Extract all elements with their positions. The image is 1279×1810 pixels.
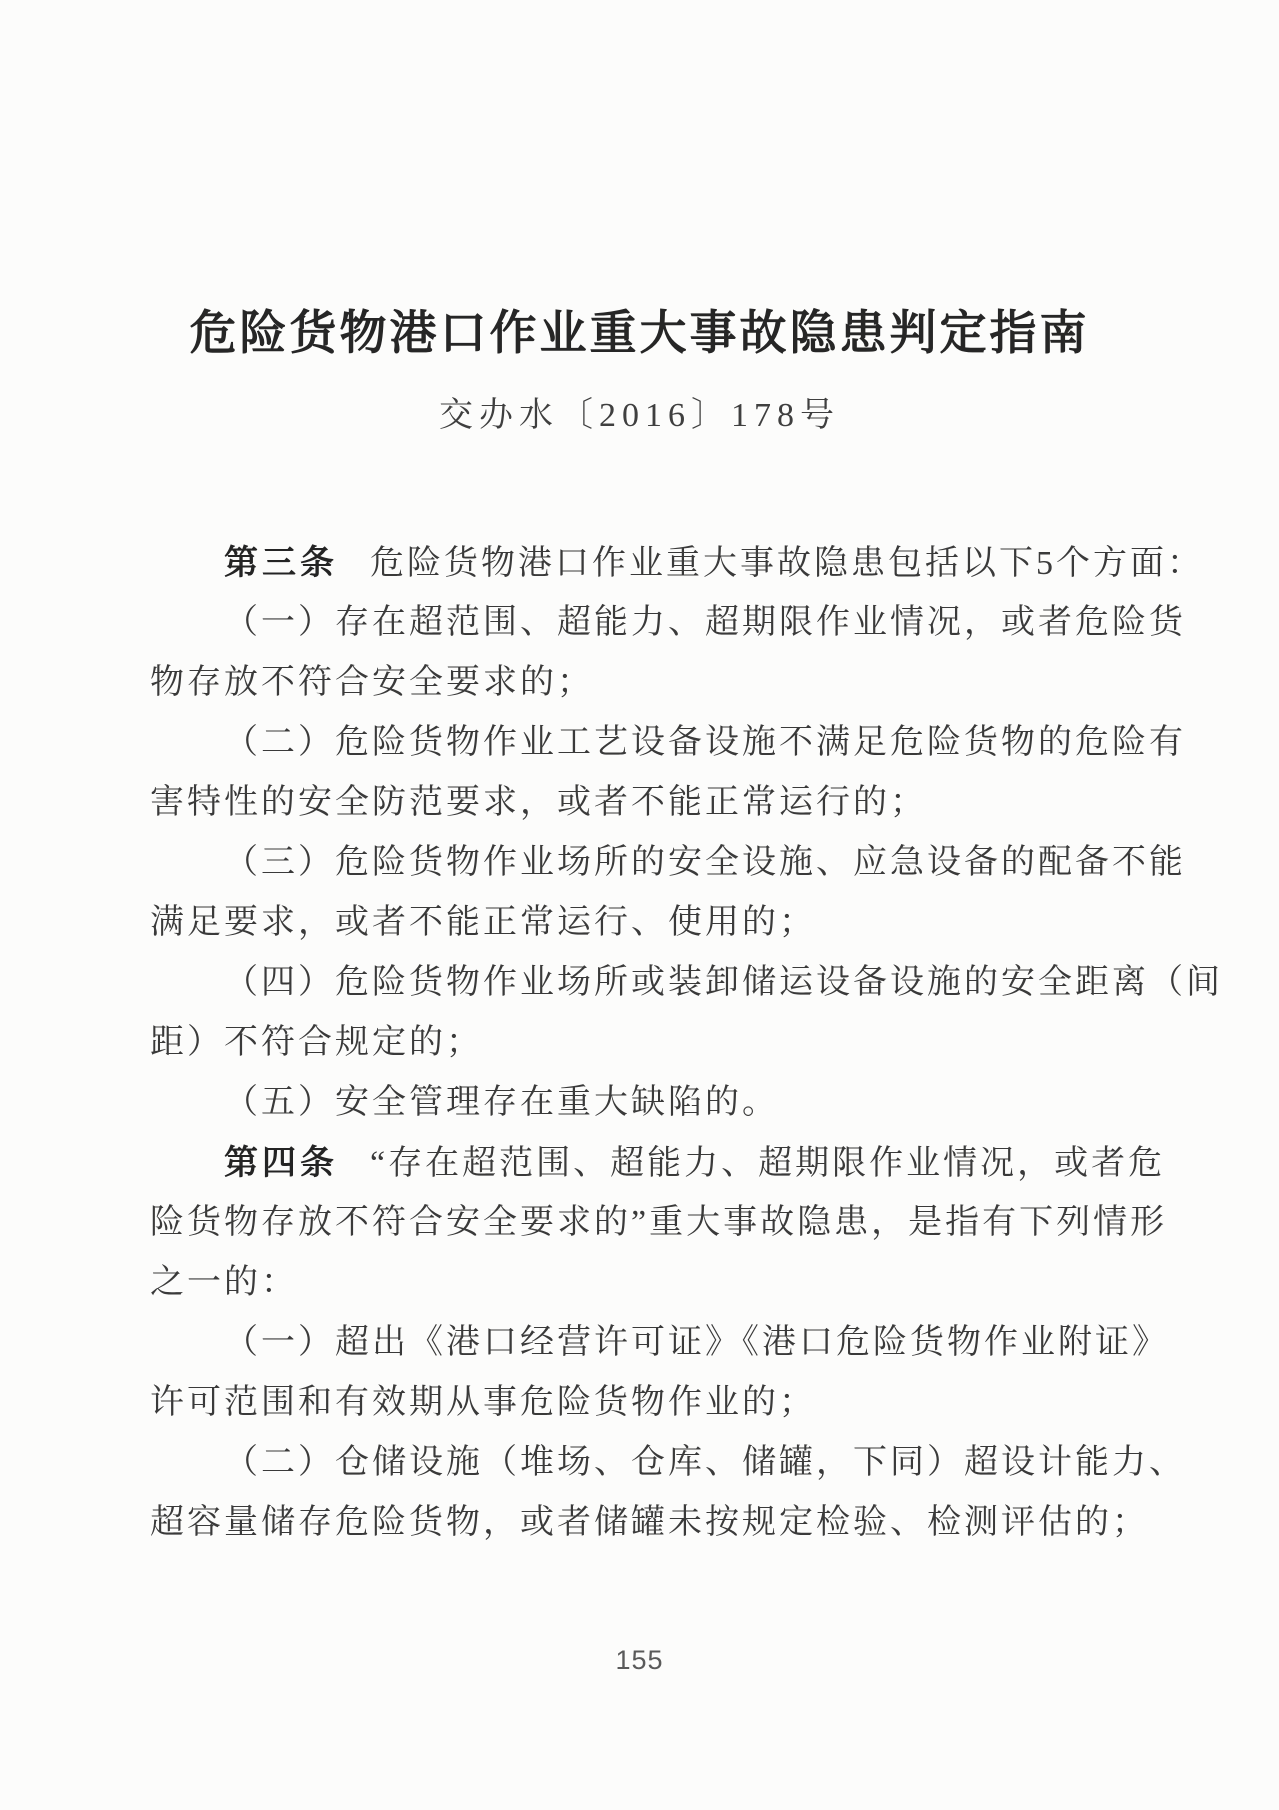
- line-text: （二）危险货物作业工艺设备设施不满足危险货物的危险有: [224, 724, 1186, 761]
- text-line: [150, 1493, 1169, 1553]
- text-line: [150, 893, 1169, 953]
- line-text: （一）存在超范围、超能力、超期限作业情况，或者危险货: [224, 604, 1186, 641]
- text-line: [150, 1433, 1186, 1493]
- line-text: 害特性的安全防范要求，或者不能正常运行的；: [150, 784, 927, 821]
- text-line: [150, 953, 1223, 1013]
- page-number: 155: [615, 1645, 664, 1675]
- text-line: [150, 1253, 1169, 1313]
- text-line: [150, 653, 1169, 713]
- line-text: 许可范围和有效期从事危险货物作业的；: [150, 1384, 816, 1421]
- document-title: 危险货物港口作业重大事故隐患判定指南: [189, 306, 1090, 359]
- text-line: [150, 773, 1169, 833]
- text-line: [150, 1193, 1169, 1253]
- line-text: （五）安全管理存在重大缺陷的。: [224, 1084, 779, 1121]
- document-body: [0, 533, 1279, 1553]
- article-lead: 第三条: [224, 544, 338, 582]
- text-line: [150, 593, 1186, 653]
- text-line: [150, 533, 1204, 593]
- line-text: 距）不符合规定的；: [150, 1024, 483, 1061]
- line-text: “存在超范围、超能力、超期限作业情况，或者危: [370, 1145, 1166, 1182]
- text-line: [150, 713, 1186, 773]
- document-number: 交办水〔2016〕178号: [439, 397, 840, 434]
- article-lead: 第四条: [224, 1144, 338, 1182]
- line-text: 物存放不符合安全要求的；: [150, 664, 594, 701]
- line-text: 满足要求，或者不能正常运行、使用的；: [150, 904, 816, 941]
- text-line: [150, 1373, 1169, 1433]
- line-text: 险货物存放不符合安全要求的”重大事故隐患，是指有下列情形: [150, 1204, 1168, 1241]
- text-line: [150, 1013, 1169, 1073]
- text-line: [150, 1313, 1169, 1373]
- text-line: [150, 1073, 1169, 1133]
- line-text: 之一的：: [150, 1264, 298, 1301]
- line-text: （一）超出《港口经营许可证》《港口危险货物作业附证》: [224, 1324, 1169, 1361]
- text-line: [150, 1133, 1169, 1193]
- line-text: 危险货物港口作业重大事故隐患包括以下5个方面：: [370, 545, 1204, 582]
- line-text: （三）危险货物作业场所的安全设施、应急设备的配备不能: [224, 844, 1186, 881]
- text-line: [150, 833, 1186, 893]
- line-text: （二）仓储设施（堆场、仓库、储罐，下同）超设计能力、: [224, 1444, 1186, 1481]
- line-text: 超容量储存危险货物，或者储罐未按规定检验、检测评估的；: [150, 1504, 1149, 1541]
- line-text: （四）危险货物作业场所或装卸储运设备设施的安全距离（间: [224, 964, 1223, 1001]
